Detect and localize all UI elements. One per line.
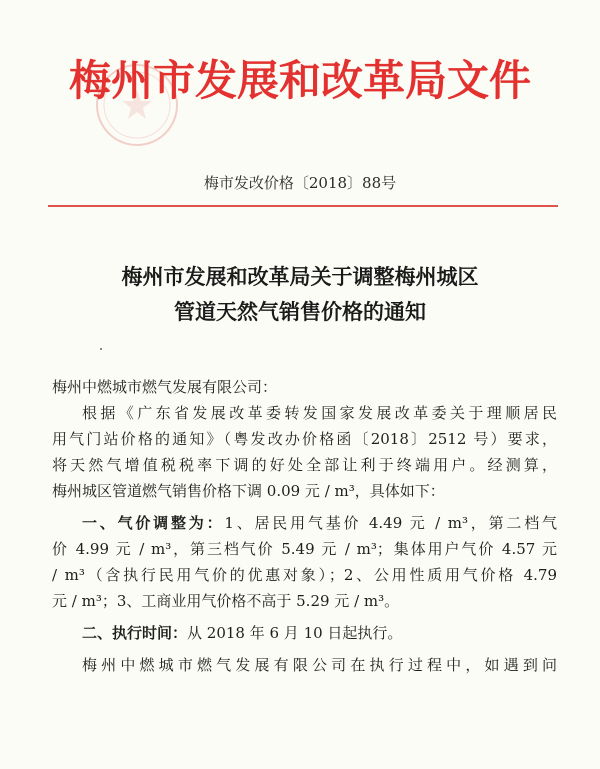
section1-line-3: / m³（含执行民用气价的优惠对象）；2、公用性质用气价格 4.79 (52, 566, 557, 584)
section1-label: 一、气价调整为： (82, 514, 225, 532)
closing-line: 梅州中燃城市燃气发展有限公司在执行过程中，如遇到问 (82, 656, 557, 674)
section1-line-2: 价 4.99 元 / m³，第三档气价 5.49 元 / m³；集体用户气价 4.57 元 (52, 540, 557, 558)
intro-line-4: 梅州城区管道燃气销售价格下调 0.09 元 / m³，具体如下： (52, 482, 445, 500)
section1-first-line (52, 510, 557, 536)
section1-line-1: 1、居民用气基价 4.49 元 / m³，第二档气 (224, 514, 557, 532)
intro-line-2: 用气门站价格的通知》（粤发改办价格函〔2018〕2512 号）要求， (52, 430, 557, 448)
addressee: 梅州中燃城市燃气发展有限公司： (52, 378, 278, 396)
document-number: 梅市发改价格〔2018〕88号 (203, 174, 397, 192)
notice-title-line-2: 管道天然气销售价格的通知 (174, 299, 426, 324)
scan-speck (100, 348, 102, 350)
notice-title (0, 259, 600, 329)
red-divider-line (48, 205, 558, 207)
section1-line-4: 元 / m³；3、工商业用气价格不高于 5.29 元 / m³。 (52, 592, 400, 610)
notice-body (52, 374, 557, 678)
intro-line-3: 将天然气增值税税率下调的好处全部让利于终端用户。经测算， (52, 456, 557, 474)
agency-header-title: 梅州市发展和改革局文件 (68, 56, 531, 105)
section2-line (52, 620, 557, 646)
intro-line-1: 根据《广东省发展改革委转发国家发展改革委关于理顺居民 (82, 404, 557, 422)
section2-label: 二、执行时间： (82, 624, 188, 642)
notice-title-line-1: 梅州市发展和改革局关于调整梅州城区 (121, 264, 479, 289)
section2-text: 从 2018 年 6 月 10 日起执行。 (187, 624, 403, 642)
